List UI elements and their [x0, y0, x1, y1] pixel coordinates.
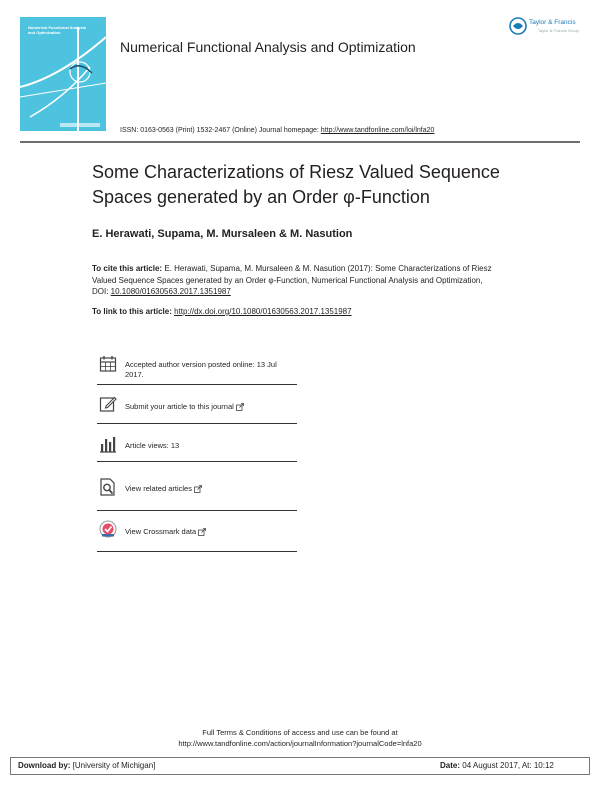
info-row-related[interactable] [97, 470, 297, 511]
terms-line-1: Full Terms & Conditions of access and use can be found at [202, 728, 398, 737]
downloaded-by [18, 761, 155, 770]
link-label: To link to this article: [92, 307, 175, 316]
document-search-icon [99, 478, 117, 496]
calendar-icon [99, 355, 117, 373]
journal-homepage-link[interactable]: http://www.tandfonline.com/loi/lnfa20 [320, 127, 435, 134]
header-divider [20, 141, 580, 143]
bar-chart-icon [99, 435, 117, 453]
external-link-icon [198, 528, 206, 536]
accepted-text: Accepted author version posted online: 13 Jul 2017. [125, 360, 277, 379]
downloaded-by-value: [University of Michigan] [70, 761, 156, 770]
article-title-line-2: Spaces generated by an Order φ-Function [92, 187, 430, 207]
citation-block [92, 263, 492, 298]
crossmark-data-link[interactable] [125, 527, 297, 537]
info-row-submit[interactable] [97, 392, 297, 424]
article-link-block [92, 307, 352, 316]
article-title [92, 160, 532, 210]
article-doi-url-link[interactable]: http://dx.doi.org/10.1080/01630563.2017.1351987 [174, 307, 352, 316]
publisher-logo-name: Taylor & Francis [529, 19, 576, 26]
crossmark-text: View Crossmark data [125, 527, 197, 536]
edit-icon [99, 395, 117, 413]
citation-text: E. Herawati, Supama, M. Mursaleen & M. Nasution (2017): Some Characterizations of Riesz Valued Sequence Spaces generated by an Order φ-Function, Numerical Functional Analysis and Optimization, DOI: [92, 264, 492, 296]
journal-name[interactable]: Numerical Functional Analysis and Optimization [120, 39, 416, 55]
journal-cover-image [20, 17, 106, 131]
download-date-value: 04 August 2017, At: 10:12 [460, 761, 554, 770]
publisher-logo[interactable] [508, 16, 578, 38]
publisher-logo-sub: Taylor & Francis Group [538, 28, 579, 33]
download-date-label: Date: [440, 761, 461, 770]
download-date [440, 761, 554, 770]
downloaded-by-label: Download by: [18, 761, 71, 770]
article-authors: E. Herawati, Supama, M. Mursaleen & M. Nasution [92, 228, 353, 240]
submit-article-text: Submit your article to this journal [125, 402, 234, 411]
info-row-views [97, 430, 297, 462]
crossmark-icon [99, 520, 117, 538]
issn-line [120, 127, 434, 134]
terms-line-2-link[interactable]: http://www.tandfonline.com/action/journalInformation?journalCode=lnfa20 [178, 739, 422, 748]
cover-footer [60, 123, 100, 127]
article-title-line-1: Some Characterizations of Riesz Valued Sequence [92, 162, 500, 182]
article-views-text: Article views: 13 [125, 441, 180, 450]
submit-article-link[interactable] [125, 402, 297, 412]
citation-label: To cite this article: [92, 264, 163, 273]
citation-doi-link[interactable]: 10.1080/01630563.2017.1351987 [110, 287, 231, 296]
info-row-crossmark[interactable] [97, 518, 297, 552]
publisher-logo-icon [508, 16, 528, 36]
related-articles-link[interactable] [125, 484, 297, 494]
issn-text: ISSN: 0163-0563 (Print) 1532-2467 (Online) Journal homepage: [120, 127, 321, 134]
external-link-icon [236, 403, 244, 411]
terms-notice [0, 727, 600, 749]
external-link-icon [194, 485, 202, 493]
related-articles-text: View related articles [125, 484, 192, 493]
cover-title: Numerical Functional Analysis and Optimization [28, 25, 87, 35]
info-row-accepted [97, 352, 297, 385]
